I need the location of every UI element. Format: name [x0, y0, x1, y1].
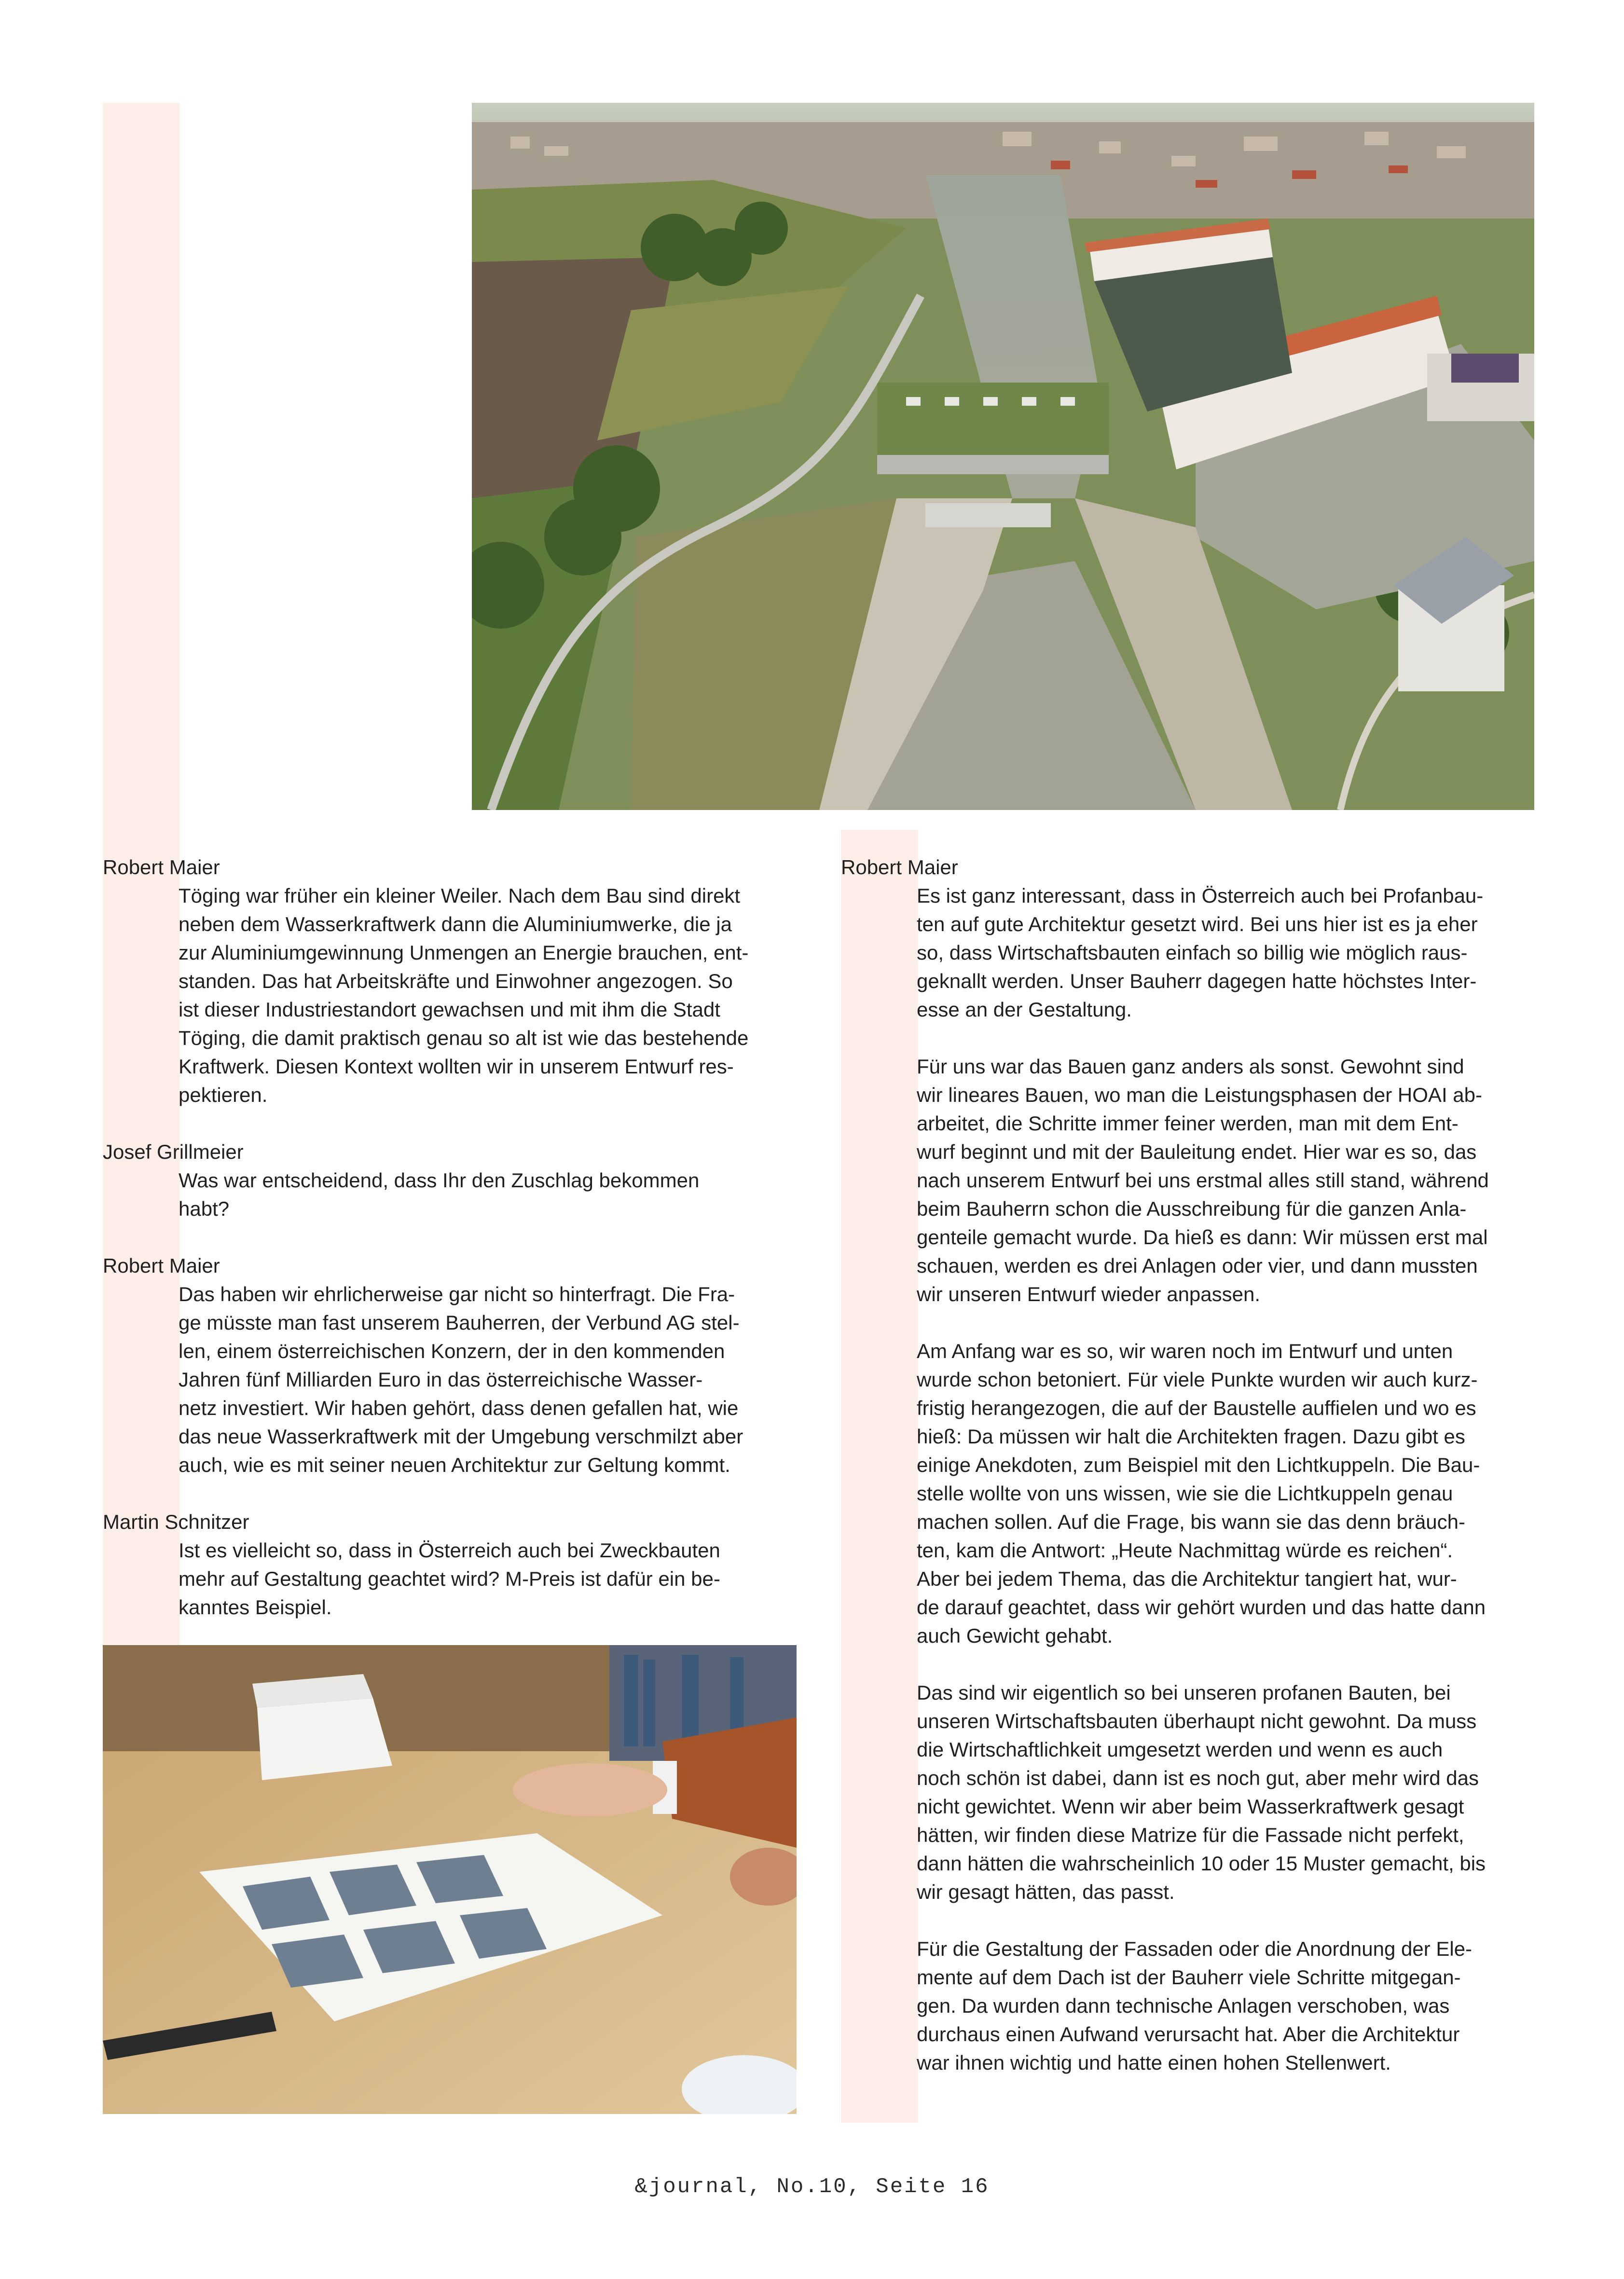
speaker-name: Robert Maier [841, 856, 958, 879]
page-footer: &journal, No.10, Seite 16 [634, 2175, 990, 2199]
speaker-name: Josef Grillmeier [103, 1140, 244, 1163]
aerial-photo-illustration [472, 103, 1534, 810]
question-paragraph: Ist es vielleicht so, dass in Österreich auch bei Zweckbauten mehr auf Gestaltung geachtet wird? M-Preis ist dafür ein be- kanntes Beispiel. [179, 1539, 720, 1619]
question-paragraph: Was war entscheidend, dass Ihr den Zuschlag bekommen habt? [179, 1169, 700, 1220]
speaker-name: Robert Maier [103, 1254, 220, 1277]
interview-column-right [841, 853, 1536, 2105]
answer-paragraph: Töging war früher ein kleiner Weiler. Nach dem Bau sind direkt neben dem Wasserkraftwerk dann die Aluminiumwerke, die ja zur Aluminiumgewinnung Unmengen an Energie brauchen, ent- standen. Das hat Arbeitskräfte und Einwohner angezogen. So ist dieser Industriestandort gewachsen und mit ihm die Stadt Töging, die damit praktisch genau so alt ist wie das bestehende Kraftwerk. Diesen Kontext wollten wir in unserem Entwurf res- pektieren. [179, 884, 749, 1106]
answer-paragraph: Es ist ganz interessant, dass in Österreich auch bei Profanbau- ten auf gute Architektur gesetzt wird. Bei uns hier ist es ja eher so, dass Wirtschaftsbauten einfach so billig wie möglich raus- geknallt werden. Unser Bauherr dagegen hatte höchstes Inter- esse an der Gestaltung. [917, 884, 1484, 1021]
answer-paragraph: Das haben wir ehrlicherweise gar nicht so hinterfragt. Die Fra- ge müsste man fast unserem Bauherren, der Verbund AG stel- len, einem österreichischen Konzern, der in den kommenden Jahren fünf Milliarden Euro in das österreichische Wasser- netz investiert. Wir haben gehört, dass denen gefallen hat, wie das neue Wasserkraftwerk mit der Umgebung verschmilzt aber auch, wie es mit seiner neuen Architektur zur Geltung kommt. [179, 1283, 743, 1476]
speaker-name: Robert Maier [103, 856, 220, 879]
interview-column-left [103, 853, 798, 1650]
desk-photo-plans [103, 1645, 797, 2114]
answer-paragraph: Am Anfang war es so, wir waren noch im Entwurf und unten wurde schon betoniert. Für viele Punkte wurden wir auch kurz- fristig herangezogen, die auf der Baustelle auffielen und wo es hieß: Da müssen wir halt die Architekten fragen. Dazu gibt es einige Anekdoten, zum Beispiel mit den Lichtkuppeln. Die Bau- stelle wollte von uns wissen, wie sie die Lichtkuppeln genau machen sollen. Auf die Frage, bis wann sie das denn bräuch- ten, kam die Antwort: „Heute Nachmittag würde es reichen“. Aber bei jedem Thema, das die Architektur tangiert hat, wur- de darauf geachtet, dass wir gehört wurden und das hatte dann auch Gewicht gehabt. [917, 1340, 1486, 1647]
speaker-name: Martin Schnitzer [103, 1510, 249, 1533]
desk-photo-illustration [103, 1645, 797, 2114]
answer-paragraph: Das sind wir eigentlich so bei unseren profanen Bauten, bei unseren Wirtschaftsbauten überhaupt nicht gewohnt. Da muss die Wirtschaftlichkeit umgesetzt werden und wenn es auch noch schön ist dabei, dann ist es noch gut, aber mehr wird das nicht gewichtet. Wenn wir aber beim Wasserkraftwerk gesagt hätten, wir finden diese Matrize für die Fassade nicht perfekt, dann hätten die wahrscheinlich 10 oder 15 Muster gemacht, bis wir gesagt hätten, das passt. [917, 1681, 1486, 1903]
answer-paragraph: Für uns war das Bauen ganz anders als sonst. Gewohnt sind wir lineares Bauen, wo man die Leistungsphasen der HOAI ab- arbeitet, die Schritte immer feiner werden, man mit dem Ent- wurf beginnt und mit der Bauleitung endet. Hier war es so, das nach unserem Entwurf bei uns erstmal alles still stand, während beim Bauherrn schon die Ausschreibung für die ganzen Anla- genteile gemacht wurde. Da hieß es dann: Wir müssen erst mal schauen, werden es drei Anlagen oder vier, und dann mussten wir unseren Entwurf wieder anpassen. [917, 1055, 1489, 1305]
answer-paragraph: Für die Gestaltung der Fassaden oder die Anordnung der Ele- mente auf dem Dach ist der Bauherr viele Schritte mitgegan- gen. Da wurden dann technische Anlagen verschoben, was durchaus einen Aufwand verursacht hat. Aber die Architektur war ihnen wichtig und hatte einen hohen Stellenwert. [917, 1937, 1473, 2074]
aerial-photo-power-plant [472, 103, 1534, 810]
